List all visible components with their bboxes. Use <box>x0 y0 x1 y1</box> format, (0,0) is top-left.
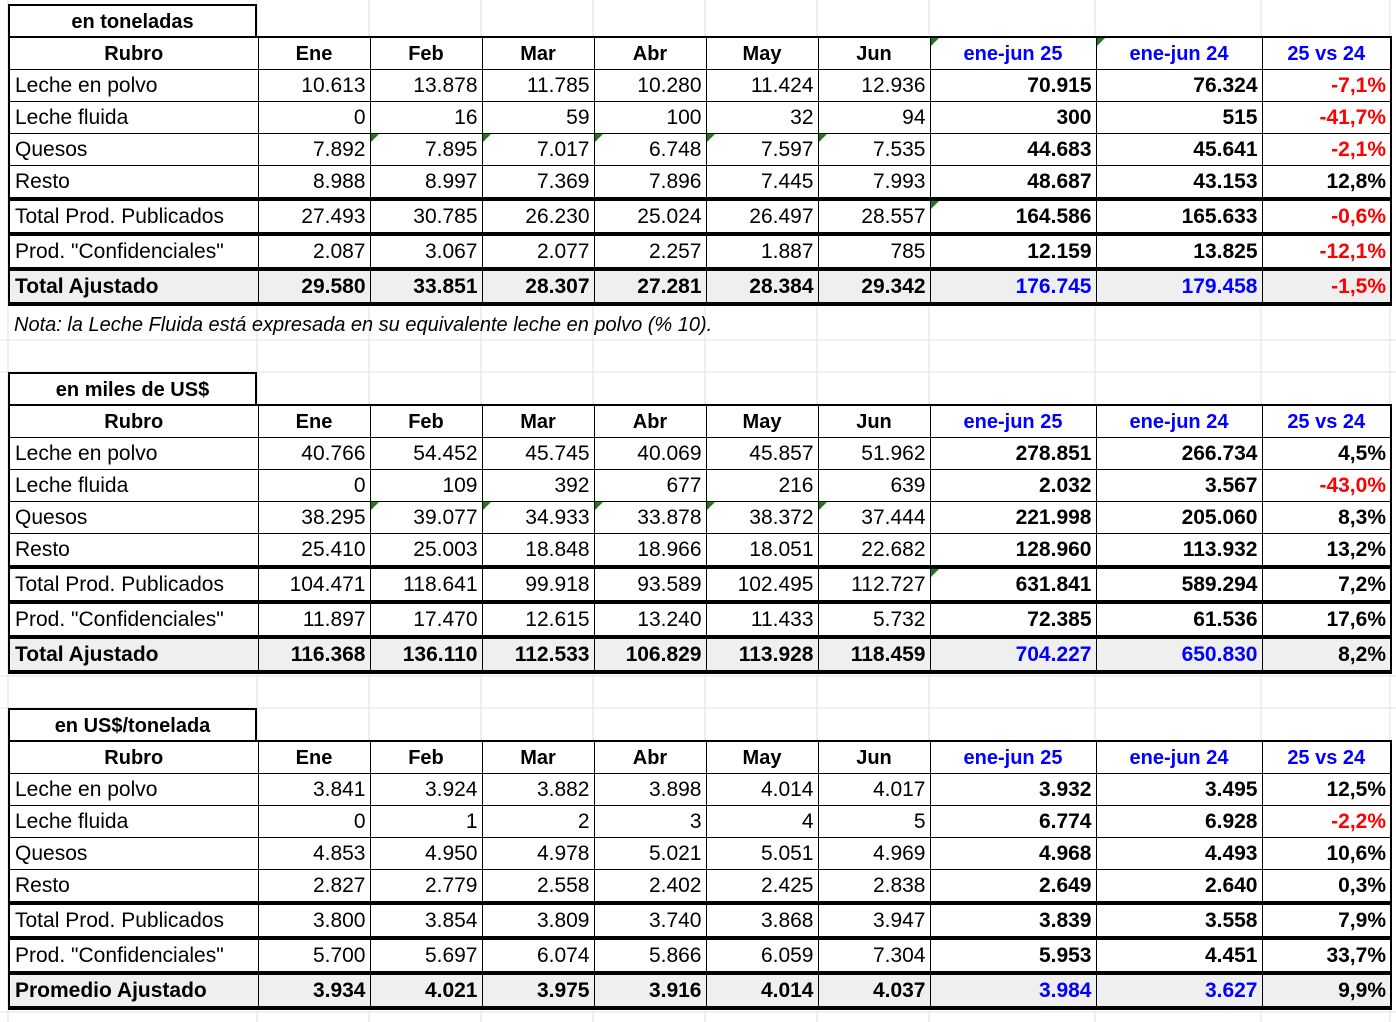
month-value-cell[interactable]: 4.037 <box>818 973 930 1008</box>
row-label-cell[interactable]: Quesos <box>9 502 258 534</box>
month-value-cell[interactable]: 10.613 <box>258 70 370 102</box>
row-label-cell[interactable]: Total Prod. Publicados <box>9 903 258 938</box>
ytd-2025-cell[interactable]: 3.839 <box>930 903 1096 938</box>
ytd-2024-cell[interactable]: 43.153 <box>1096 166 1262 200</box>
month-value-cell[interactable]: 2.838 <box>818 870 930 904</box>
ytd-2025-cell[interactable]: 5.953 <box>930 938 1096 973</box>
variation-pct-cell[interactable]: 12,5% <box>1262 774 1391 806</box>
header-row <box>9 741 1391 774</box>
ytd-2025-cell[interactable]: 2.649 <box>930 870 1096 904</box>
header-cell-total[interactable]: 25 vs 24 <box>1262 405 1391 438</box>
month-value-cell[interactable]: 5.021 <box>594 838 706 870</box>
header-cell-month[interactable]: Mar <box>482 741 594 774</box>
variation-pct-cell[interactable]: -0,6% <box>1262 199 1391 234</box>
table-row <box>9 534 1391 568</box>
ytd-2024-cell[interactable]: 266.734 <box>1096 438 1262 470</box>
month-value-cell[interactable]: 785 <box>818 234 930 269</box>
ytd-2024-cell[interactable]: 61.536 <box>1096 602 1262 637</box>
ytd-2025-cell[interactable]: 44.683 <box>930 134 1096 166</box>
month-value-cell[interactable]: 2 <box>482 806 594 838</box>
month-value-cell[interactable]: 5.866 <box>594 938 706 973</box>
table-row <box>9 838 1391 870</box>
month-value-cell[interactable]: 33.878 <box>594 502 706 534</box>
month-value-cell[interactable]: 3.882 <box>482 774 594 806</box>
month-value-cell[interactable]: 5.700 <box>258 938 370 973</box>
header-cell-month[interactable]: Abr <box>594 405 706 438</box>
variation-pct-cell[interactable]: -2,1% <box>1262 134 1391 166</box>
header-cell-total[interactable]: ene-jun 25 <box>930 37 1096 70</box>
month-value-cell[interactable]: 7.304 <box>818 938 930 973</box>
month-value-cell[interactable]: 3.067 <box>370 234 482 269</box>
table-row <box>9 973 1391 1008</box>
month-value-cell[interactable]: 118.459 <box>818 637 930 672</box>
month-value-cell[interactable]: 18.051 <box>706 534 818 568</box>
month-value-cell[interactable]: 113.928 <box>706 637 818 672</box>
ytd-2024-cell[interactable]: 3.495 <box>1096 774 1262 806</box>
month-value-cell[interactable]: 3.868 <box>706 903 818 938</box>
month-value-cell[interactable]: 5.732 <box>818 602 930 637</box>
data-table <box>8 404 1392 674</box>
ytd-2024-cell[interactable]: 3.627 <box>1096 973 1262 1008</box>
month-value-cell[interactable]: 6.074 <box>482 938 594 973</box>
month-value-cell[interactable]: 13.240 <box>594 602 706 637</box>
month-value-cell[interactable]: 10.280 <box>594 70 706 102</box>
month-value-cell[interactable]: 28.307 <box>482 269 594 304</box>
table-row <box>9 774 1391 806</box>
variation-pct-cell[interactable]: -41,7% <box>1262 102 1391 134</box>
month-value-cell[interactable]: 2.077 <box>482 234 594 269</box>
row-label-cell[interactable]: Resto <box>9 534 258 568</box>
ytd-2025-cell[interactable]: 6.774 <box>930 806 1096 838</box>
month-value-cell[interactable]: 93.589 <box>594 567 706 602</box>
month-value-cell[interactable]: 4.017 <box>818 774 930 806</box>
ytd-2024-cell[interactable]: 179.458 <box>1096 269 1262 304</box>
month-value-cell[interactable]: 54.452 <box>370 438 482 470</box>
month-value-cell[interactable]: 2.257 <box>594 234 706 269</box>
month-value-cell[interactable]: 102.495 <box>706 567 818 602</box>
row-label-cell[interactable]: Leche en polvo <box>9 438 258 470</box>
month-value-cell[interactable]: 7.993 <box>818 166 930 200</box>
month-value-cell[interactable]: 118.641 <box>370 567 482 602</box>
table-row <box>9 938 1391 973</box>
month-value-cell[interactable]: 22.682 <box>818 534 930 568</box>
ytd-2024-cell[interactable]: 76.324 <box>1096 70 1262 102</box>
month-value-cell[interactable]: 11.785 <box>482 70 594 102</box>
data-table <box>8 740 1392 1010</box>
header-cell-month[interactable]: Jun <box>818 741 930 774</box>
month-value-cell[interactable]: 109 <box>370 470 482 502</box>
month-value-cell[interactable]: 37.444 <box>818 502 930 534</box>
month-value-cell[interactable]: 4 <box>706 806 818 838</box>
data-table <box>8 36 1392 306</box>
header-cell-month[interactable]: Mar <box>482 37 594 70</box>
row-label-cell[interactable]: Total Prod. Publicados <box>9 567 258 602</box>
month-value-cell[interactable]: 2.827 <box>258 870 370 904</box>
month-value-cell[interactable]: 4.021 <box>370 973 482 1008</box>
month-value-cell[interactable]: 7.369 <box>482 166 594 200</box>
table-row <box>9 470 1391 502</box>
month-value-cell[interactable]: 18.966 <box>594 534 706 568</box>
header-cell-total[interactable]: ene-jun 24 <box>1096 405 1262 438</box>
month-value-cell[interactable]: 13.878 <box>370 70 482 102</box>
month-value-cell[interactable]: 11.433 <box>706 602 818 637</box>
table-row <box>9 234 1391 269</box>
month-value-cell[interactable]: 25.410 <box>258 534 370 568</box>
month-value-cell[interactable]: 100 <box>594 102 706 134</box>
table-row <box>9 637 1391 672</box>
table-title[interactable]: en US$/tonelada <box>8 708 257 740</box>
row-label-cell[interactable]: Total Prod. Publicados <box>9 199 258 234</box>
ytd-2025-cell[interactable]: 704.227 <box>930 637 1096 672</box>
row-label-cell[interactable]: Promedio Ajustado <box>9 973 258 1008</box>
header-cell-total[interactable]: ene-jun 25 <box>930 405 1096 438</box>
month-value-cell[interactable]: 2.425 <box>706 870 818 904</box>
ytd-2024-cell[interactable]: 113.932 <box>1096 534 1262 568</box>
month-value-cell[interactable]: 12.615 <box>482 602 594 637</box>
ytd-2025-cell[interactable]: 164.586 <box>930 199 1096 234</box>
header-cell-month[interactable]: Ene <box>258 37 370 70</box>
month-value-cell[interactable]: 27.281 <box>594 269 706 304</box>
variation-pct-cell[interactable]: -2,2% <box>1262 806 1391 838</box>
header-cell-month[interactable]: Jun <box>818 37 930 70</box>
variation-pct-cell[interactable]: 7,9% <box>1262 903 1391 938</box>
ytd-2024-cell[interactable]: 13.825 <box>1096 234 1262 269</box>
month-value-cell[interactable]: 5.697 <box>370 938 482 973</box>
row-label-cell[interactable]: Prod. "Confidenciales" <box>9 234 258 269</box>
ytd-2025-cell[interactable]: 12.159 <box>930 234 1096 269</box>
month-value-cell[interactable]: 38.295 <box>258 502 370 534</box>
ytd-2024-cell[interactable]: 6.928 <box>1096 806 1262 838</box>
header-cell-month[interactable]: May <box>706 741 818 774</box>
ytd-2024-cell[interactable]: 4.493 <box>1096 838 1262 870</box>
row-label-cell[interactable]: Leche fluida <box>9 470 258 502</box>
row-label-cell[interactable]: Leche fluida <box>9 102 258 134</box>
month-value-cell[interactable]: 7.597 <box>706 134 818 166</box>
month-value-cell[interactable]: 45.857 <box>706 438 818 470</box>
header-cell-month[interactable]: Feb <box>370 37 482 70</box>
month-value-cell[interactable]: 40.069 <box>594 438 706 470</box>
month-value-cell[interactable]: 59 <box>482 102 594 134</box>
ytd-2025-cell[interactable]: 70.915 <box>930 70 1096 102</box>
month-value-cell[interactable]: 11.897 <box>258 602 370 637</box>
table-row <box>9 502 1391 534</box>
ytd-2025-cell[interactable]: 300 <box>930 102 1096 134</box>
month-value-cell[interactable]: 2.402 <box>594 870 706 904</box>
month-value-cell[interactable]: 3.841 <box>258 774 370 806</box>
table-row <box>9 134 1391 166</box>
table-row <box>9 166 1391 200</box>
row-label-cell[interactable]: Prod. "Confidenciales" <box>9 602 258 637</box>
variation-pct-cell[interactable]: 8,3% <box>1262 502 1391 534</box>
header-cell-total[interactable]: 25 vs 24 <box>1262 741 1391 774</box>
variation-pct-cell[interactable]: -12,1% <box>1262 234 1391 269</box>
month-value-cell[interactable]: 7.445 <box>706 166 818 200</box>
row-label-cell[interactable]: Leche en polvo <box>9 70 258 102</box>
month-value-cell[interactable]: 7.535 <box>818 134 930 166</box>
month-value-cell[interactable]: 8.988 <box>258 166 370 200</box>
row-label-cell[interactable]: Leche en polvo <box>9 774 258 806</box>
month-value-cell[interactable]: 94 <box>818 102 930 134</box>
month-value-cell[interactable]: 112.727 <box>818 567 930 602</box>
month-value-cell[interactable]: 116.368 <box>258 637 370 672</box>
table-row <box>9 269 1391 304</box>
table-row <box>9 102 1391 134</box>
month-value-cell[interactable]: 106.829 <box>594 637 706 672</box>
month-value-cell[interactable]: 28.384 <box>706 269 818 304</box>
table-row <box>9 199 1391 234</box>
variation-pct-cell[interactable]: 17,6% <box>1262 602 1391 637</box>
header-cell-month[interactable]: May <box>706 405 818 438</box>
ytd-2025-cell[interactable]: 72.385 <box>930 602 1096 637</box>
month-value-cell[interactable]: 2.558 <box>482 870 594 904</box>
ytd-2025-cell[interactable]: 631.841 <box>930 567 1096 602</box>
month-value-cell[interactable]: 38.372 <box>706 502 818 534</box>
month-value-cell[interactable]: 3.740 <box>594 903 706 938</box>
variation-pct-cell[interactable]: 4,5% <box>1262 438 1391 470</box>
ytd-2024-cell[interactable]: 515 <box>1096 102 1262 134</box>
table-note[interactable]: Nota: la Leche Fluida está expresada en su equivalente leche en polvo (% 10). <box>14 314 713 336</box>
row-label-cell[interactable]: Total Ajustado <box>9 269 258 304</box>
month-value-cell[interactable]: 29.580 <box>258 269 370 304</box>
month-value-cell[interactable]: 392 <box>482 470 594 502</box>
header-row <box>9 37 1391 70</box>
month-value-cell[interactable]: 136.110 <box>370 637 482 672</box>
ytd-2025-cell[interactable]: 221.998 <box>930 502 1096 534</box>
variation-pct-cell[interactable]: 10,6% <box>1262 838 1391 870</box>
month-value-cell[interactable]: 3.854 <box>370 903 482 938</box>
month-value-cell[interactable]: 6.059 <box>706 938 818 973</box>
month-value-cell[interactable]: 6.748 <box>594 134 706 166</box>
table-title[interactable]: en miles de US$ <box>8 372 257 404</box>
month-value-cell[interactable]: 18.848 <box>482 534 594 568</box>
row-label-cell[interactable]: Total Ajustado <box>9 637 258 672</box>
month-value-cell[interactable]: 4.853 <box>258 838 370 870</box>
variation-pct-cell[interactable]: 33,7% <box>1262 938 1391 973</box>
month-value-cell[interactable]: 7.017 <box>482 134 594 166</box>
ytd-2025-cell[interactable]: 176.745 <box>930 269 1096 304</box>
month-value-cell[interactable]: 0 <box>258 470 370 502</box>
month-value-cell[interactable]: 2.779 <box>370 870 482 904</box>
header-cell-month[interactable]: Feb <box>370 405 482 438</box>
header-cell-total[interactable]: ene-jun 24 <box>1096 37 1262 70</box>
month-value-cell[interactable]: 17.470 <box>370 602 482 637</box>
month-value-cell[interactable]: 3.934 <box>258 973 370 1008</box>
ytd-2024-cell[interactable]: 589.294 <box>1096 567 1262 602</box>
table-row <box>9 806 1391 838</box>
month-value-cell[interactable]: 2.087 <box>258 234 370 269</box>
ytd-2025-cell[interactable]: 2.032 <box>930 470 1096 502</box>
month-value-cell[interactable]: 3.924 <box>370 774 482 806</box>
variation-pct-cell[interactable]: 7,2% <box>1262 567 1391 602</box>
header-cell-rubro[interactable]: Rubro <box>9 405 258 438</box>
month-value-cell[interactable]: 3.947 <box>818 903 930 938</box>
month-value-cell[interactable]: 27.493 <box>258 199 370 234</box>
header-cell-month[interactable]: Jun <box>818 405 930 438</box>
month-value-cell[interactable]: 4.978 <box>482 838 594 870</box>
variation-pct-cell[interactable]: 9,9% <box>1262 973 1391 1008</box>
month-value-cell[interactable]: 677 <box>594 470 706 502</box>
month-value-cell[interactable]: 25.003 <box>370 534 482 568</box>
month-value-cell[interactable]: 25.024 <box>594 199 706 234</box>
month-value-cell[interactable]: 3 <box>594 806 706 838</box>
variation-pct-cell[interactable]: 8,2% <box>1262 637 1391 672</box>
ytd-2025-cell[interactable]: 4.968 <box>930 838 1096 870</box>
table-row <box>9 602 1391 637</box>
month-value-cell[interactable]: 28.557 <box>818 199 930 234</box>
month-value-cell[interactable]: 1 <box>370 806 482 838</box>
table-row <box>9 903 1391 938</box>
ytd-2024-cell[interactable]: 650.830 <box>1096 637 1262 672</box>
variation-pct-cell[interactable]: 13,2% <box>1262 534 1391 568</box>
ytd-2024-cell[interactable]: 45.641 <box>1096 134 1262 166</box>
month-value-cell[interactable]: 3.916 <box>594 973 706 1008</box>
table-row <box>9 70 1391 102</box>
header-cell-month[interactable]: Mar <box>482 405 594 438</box>
header-cell-month[interactable]: May <box>706 37 818 70</box>
ytd-2025-cell[interactable]: 128.960 <box>930 534 1096 568</box>
month-value-cell[interactable]: 45.745 <box>482 438 594 470</box>
month-value-cell[interactable]: 32 <box>706 102 818 134</box>
header-cell-total[interactable]: 25 vs 24 <box>1262 37 1391 70</box>
month-value-cell[interactable]: 51.962 <box>818 438 930 470</box>
header-cell-month[interactable]: Feb <box>370 741 482 774</box>
ytd-2024-cell[interactable]: 2.640 <box>1096 870 1262 904</box>
header-cell-month[interactable]: Abr <box>594 37 706 70</box>
month-value-cell[interactable]: 7.896 <box>594 166 706 200</box>
ytd-2025-cell[interactable]: 3.932 <box>930 774 1096 806</box>
variation-pct-cell[interactable]: 0,3% <box>1262 870 1391 904</box>
month-value-cell[interactable]: 1.887 <box>706 234 818 269</box>
month-value-cell[interactable]: 33.851 <box>370 269 482 304</box>
ytd-2025-cell[interactable]: 3.984 <box>930 973 1096 1008</box>
ytd-2024-cell[interactable]: 165.633 <box>1096 199 1262 234</box>
header-cell-month[interactable]: Ene <box>258 405 370 438</box>
month-value-cell[interactable]: 639 <box>818 470 930 502</box>
month-value-cell[interactable]: 11.424 <box>706 70 818 102</box>
month-value-cell[interactable]: 29.342 <box>818 269 930 304</box>
row-label-cell[interactable]: Quesos <box>9 134 258 166</box>
month-value-cell[interactable]: 112.533 <box>482 637 594 672</box>
ytd-2024-cell[interactable]: 4.451 <box>1096 938 1262 973</box>
header-cell-month[interactable]: Abr <box>594 741 706 774</box>
table-row <box>9 870 1391 904</box>
ytd-2024-cell[interactable]: 3.558 <box>1096 903 1262 938</box>
month-value-cell[interactable]: 4.014 <box>706 973 818 1008</box>
month-value-cell[interactable]: 26.497 <box>706 199 818 234</box>
ytd-2024-cell[interactable]: 205.060 <box>1096 502 1262 534</box>
header-cell-total[interactable]: ene-jun 24 <box>1096 741 1262 774</box>
month-value-cell[interactable]: 34.933 <box>482 502 594 534</box>
month-value-cell[interactable]: 99.918 <box>482 567 594 602</box>
month-value-cell[interactable]: 26.230 <box>482 199 594 234</box>
header-row <box>9 405 1391 438</box>
table-title[interactable]: en toneladas <box>8 4 257 36</box>
ytd-2025-cell[interactable]: 48.687 <box>930 166 1096 200</box>
row-label-cell[interactable]: Resto <box>9 166 258 200</box>
month-value-cell[interactable]: 104.471 <box>258 567 370 602</box>
row-label-cell[interactable]: Resto <box>9 870 258 904</box>
month-value-cell[interactable]: 39.077 <box>370 502 482 534</box>
ytd-2024-cell[interactable]: 3.567 <box>1096 470 1262 502</box>
month-value-cell[interactable]: 7.895 <box>370 134 482 166</box>
month-value-cell[interactable]: 12.936 <box>818 70 930 102</box>
month-value-cell[interactable]: 7.892 <box>258 134 370 166</box>
ytd-2025-cell[interactable]: 278.851 <box>930 438 1096 470</box>
header-cell-rubro[interactable]: Rubro <box>9 741 258 774</box>
month-value-cell[interactable]: 3.975 <box>482 973 594 1008</box>
table-row <box>9 438 1391 470</box>
variation-pct-cell[interactable]: -7,1% <box>1262 70 1391 102</box>
month-value-cell[interactable]: 5 <box>818 806 930 838</box>
header-cell-total[interactable]: ene-jun 25 <box>930 741 1096 774</box>
month-value-cell[interactable]: 0 <box>258 102 370 134</box>
header-cell-month[interactable]: Ene <box>258 741 370 774</box>
month-value-cell[interactable]: 216 <box>706 470 818 502</box>
month-value-cell[interactable]: 0 <box>258 806 370 838</box>
variation-pct-cell[interactable]: 12,8% <box>1262 166 1391 200</box>
row-label-cell[interactable]: Quesos <box>9 838 258 870</box>
month-value-cell[interactable]: 16 <box>370 102 482 134</box>
month-value-cell[interactable]: 8.997 <box>370 166 482 200</box>
month-value-cell[interactable]: 5.051 <box>706 838 818 870</box>
month-value-cell[interactable]: 3.800 <box>258 903 370 938</box>
month-value-cell[interactable]: 4.969 <box>818 838 930 870</box>
month-value-cell[interactable]: 4.014 <box>706 774 818 806</box>
month-value-cell[interactable]: 4.950 <box>370 838 482 870</box>
header-cell-rubro[interactable]: Rubro <box>9 37 258 70</box>
month-value-cell[interactable]: 40.766 <box>258 438 370 470</box>
variation-pct-cell[interactable]: -43,0% <box>1262 470 1391 502</box>
variation-pct-cell[interactable]: -1,5% <box>1262 269 1391 304</box>
row-label-cell[interactable]: Prod. "Confidenciales" <box>9 938 258 973</box>
row-label-cell[interactable]: Leche fluida <box>9 806 258 838</box>
month-value-cell[interactable]: 3.898 <box>594 774 706 806</box>
month-value-cell[interactable]: 3.809 <box>482 903 594 938</box>
table-row <box>9 567 1391 602</box>
month-value-cell[interactable]: 30.785 <box>370 199 482 234</box>
